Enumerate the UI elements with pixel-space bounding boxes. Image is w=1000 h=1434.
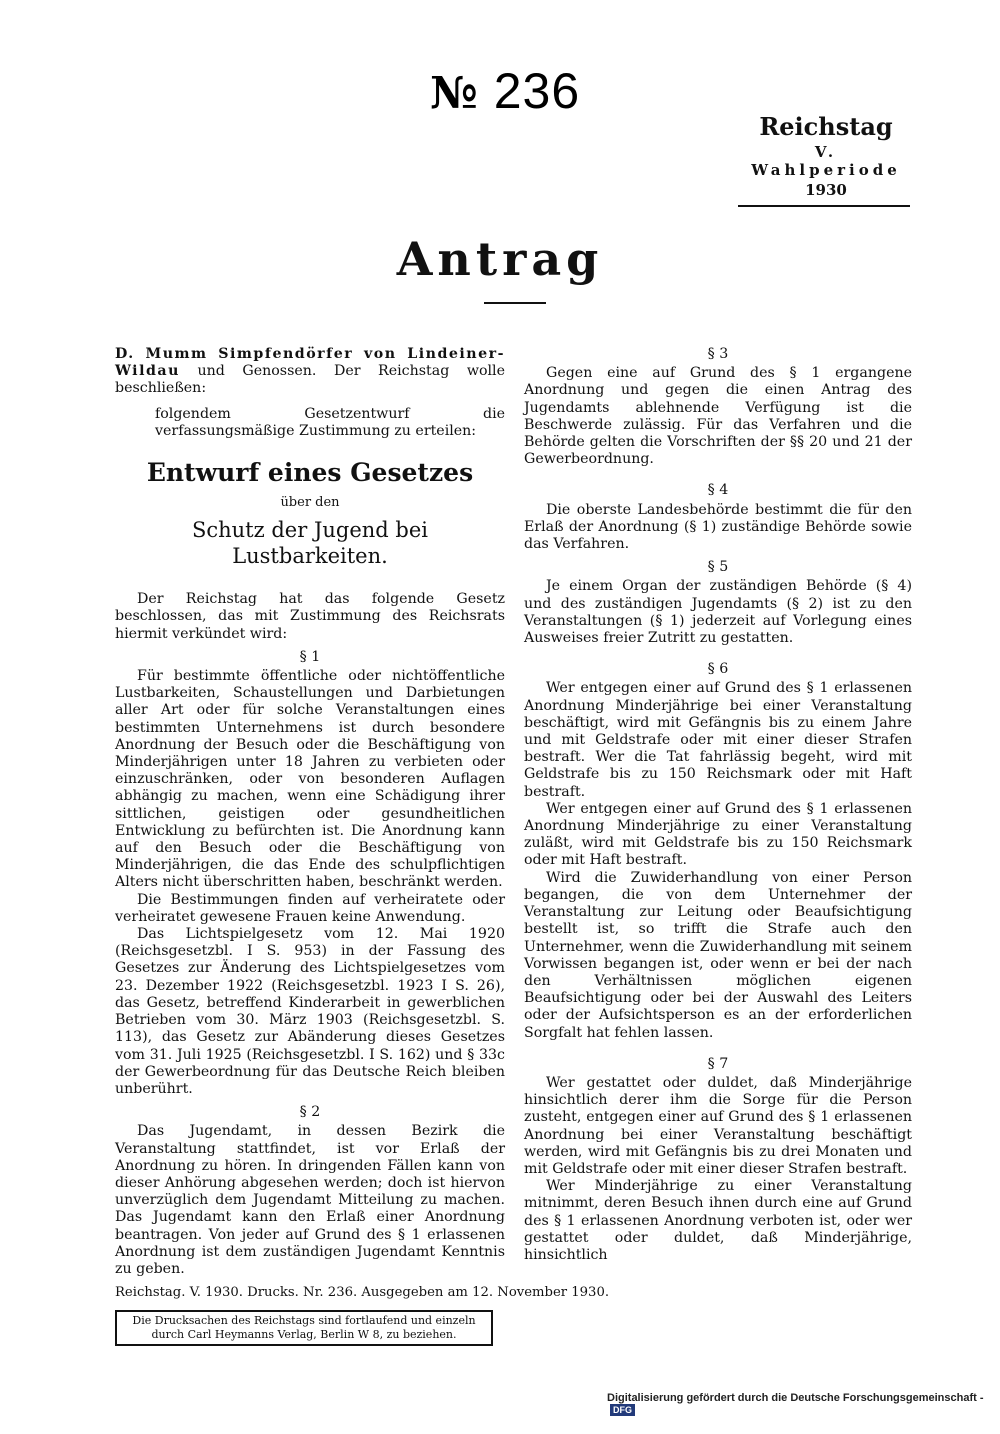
reichstag-block — [742, 112, 910, 207]
right-column — [524, 346, 912, 1264]
bill-subject: Schutz der Jugend bei Lustbarkeiten. — [191, 518, 428, 569]
distribution-notice — [115, 1310, 493, 1346]
reichstag-label: Reichstag — [759, 112, 893, 141]
section-7-paragraph-1: Wer gestattet oder duldet, daß Minderjährige hinsichtlich derer ihm die Sorge für die Person zusteht, entgegen einer auf Grund des § 1 erlassenen Anordnung bei einer Veranstaltung beschäftigt werden, wird mit Gefängnis bis zu drei Monaten und mit Geldstrafe oder mit einer dieser Strafen bestraft. — [524, 1074, 912, 1177]
left-column — [115, 346, 505, 1278]
section-heading-1: § 1 — [299, 648, 321, 665]
section-heading-7: § 7 — [707, 1055, 729, 1072]
section-heading-2: § 2 — [299, 1104, 321, 1121]
section-7-paragraph-2: Wer Minderjährige zu einer Veranstaltung mitnimmt, deren Besuch ihnen durch eine auf Grund des § 1 erlassenen Anordnung verboten ist, oder wer gestattet oder duldet, daß Minderjährige, hinsichtlich — [524, 1178, 912, 1263]
bill-ueber: über den — [280, 495, 340, 511]
section-6-paragraph-2: Wer entgegen einer auf Grund des § 1 erlassenen Anordnung Minderjährige zu einer Veranstaltung zuläßt, wird mit Geldstrafe bis zu 150 Reichsmark oder mit Haft bestraft. — [524, 800, 912, 869]
page-title: Antrag — [396, 232, 604, 286]
preamble: Der Reichstag hat das folgende Gesetz beschlossen, das mit Zustimmung des Reichsrats hiermit verkündet wird: — [115, 591, 505, 642]
section-3-paragraph-1: Gegen eine auf Grund des § 1 ergangene Anordnung und gegen die einen Antrag des Jugendamts ablehnende Verfügung ist die Beschwerde zulässig. Für das Verfahren und die Behörde gelten die Vorschriften der §§ 20 und 21 der Gewerbeordnung. — [524, 365, 912, 468]
section-heading-4: § 4 — [707, 482, 729, 499]
reichstag-rule — [738, 205, 910, 207]
title-rule — [484, 302, 546, 304]
section-heading-5: § 5 — [707, 559, 729, 576]
imprint-line: Reichstag. V. 1930. Drucks. Nr. 236. Ausgegeben am 12. November 1930. — [115, 1285, 610, 1300]
section-1-paragraph-2: Die Bestimmungen finden auf verheiratete oder verheiratet gewesene Frauen keine Anwendung. — [115, 891, 505, 925]
applicant-names: D. Mumm Simpfendörfer von Lindeiner-Wildau — [115, 346, 505, 380]
section-1-paragraph-1: Für bestimmte öffentliche oder nichtöffentliche Lustbarkeiten, Schaustellungen und Darbietungen aller Art oder für solche Veranstaltungen eines bestimmten Unternehmens ist durch besondere Anordnung der Besuch oder die Beschäftigung von Minderjährigen unter 18 Jahren zu verbieten oder einzuschränken, oder von besonderen Auflagen abhängig zu machen, wenn eine Schädigung ihrer sittlichen, geistigen oder gesundheitlichen Entwicklung zu befürchten ist. Die Anordnung kann auf den Besuch oder die Beschäftigung von Minderjährigen, die das Ende des schulpflichtigen Alters nicht überschritten haben, beschränkt werden. — [115, 668, 505, 891]
wahlperiode-label: V. Wahlperiode — [751, 143, 901, 179]
number-symbol: № — [430, 68, 479, 119]
notice-line-1: Die Drucksachen des Reichstags sind fortlaufend und einzeln — [132, 1314, 476, 1327]
intro-text: und Genossen. Der Reichstag wolle beschließen: — [115, 363, 505, 397]
section-6-paragraph-1: Wer entgegen einer auf Grund des § 1 erlassenen Anordnung Minderjährige bei einer Veranstaltung beschäftigt, wird mit Gefängnis bis zu einem Jahre und mit Geldstrafe oder mit einer dieser Strafen bestraft. Wer die Tat fahrlässig begeht, wird mit Geldstrafe bis zu 150 Reichsmark oder mit Haft bestraft. — [524, 680, 912, 800]
digitization-text: Digitalisierung gefördert durch die Deutsche Forschungsgemeinschaft - — [607, 1392, 984, 1404]
section-5-paragraph-1: Je einem Organ der zuständigen Behörde (§ 4) und des zuständigen Jugendamts (§ 2) ist zu den Veranstaltungen (§ 1) jederzeit auf Vorlegung eines Ausweises freier Zutritt zu gestatten. — [524, 578, 912, 647]
digitization-credit — [607, 1392, 1000, 1416]
section-1-paragraph-3: Das Lichtspielgesetz vom 12. Mai 1920 (Reichsgesetzbl. I S. 953) in der Fassung des Gesetzes zur Änderung des Lichtspielgesetzes vom 23. Dezember 1922 (Reichsgesetzbl. 1923 I S. 26), das Gesetz, betreffend Kinderarbeit in gewerblichen Betrieben vom 30. März 1903 (Reichsgesetzbl. S. 113), das Gesetz zur Abänderung dieses Gesetzes vom 31. Juli 1925 (Reichsgesetzbl. I S. 162) und § 33c der Gewerbeordnung für das Deutsche Reich bleiben unberührt. — [115, 926, 505, 1097]
bill-title: Entwurf eines Gesetzes — [146, 458, 474, 488]
notice-line-2: durch Carl Heymanns Verlag, Berlin W 8, zu beziehen. — [151, 1328, 457, 1341]
year-label: 1930 — [805, 181, 847, 199]
section-2-paragraph-1: Das Jugendamt, in dessen Bezirk die Veranstaltung stattfindet, ist vor Erlaß der Anordnung zu hören. In dringenden Fällen kann von dieser Anhörung abgesehen werden; doch ist hiervon unverzüglich dem Jugendamt Mitteilung zu machen. Das Jugendamt kann den Erlaß einer Anordnung beantragen. Von jeder auf Grund des § 1 erlassenen Anordnung ist dem zuständigen Jugendamt Kenntnis zu geben. — [115, 1123, 505, 1277]
section-6-paragraph-3: Wird die Zuwiderhandlung von einer Person begangen, die von dem Unternehmer der Veranstaltung zur Leitung oder Beaufsichtigung bestellt ist, so trifft die Strafe auch den Unternehmer, wenn die Zuwiderhandlung mit seinem Vorwissen begangen ist, oder wenn er bei der nach den Verhältnissen möglichen eigenen Beaufsichtigung oder bei der Auswahl des Leiters oder der Aufsichtsperson es an der erforderlichen Sorgfalt hat fehlen lassen. — [524, 869, 912, 1041]
document-number — [430, 62, 580, 120]
number-value: 236 — [493, 63, 581, 119]
section-heading-6: § 6 — [707, 661, 729, 678]
intro-instruction: folgendem Gesetzentwurf die verfassungsmäßige Zustimmung zu erteilen: — [155, 405, 505, 439]
dfg-logo: DFG — [610, 1404, 635, 1416]
section-4-paragraph-1: Die oberste Landesbehörde bestimmt die für den Erlaß der Anordnung (§ 1) zuständige Behörde sowie das Verfahren. — [524, 501, 912, 553]
section-heading-3: § 3 — [707, 346, 729, 362]
